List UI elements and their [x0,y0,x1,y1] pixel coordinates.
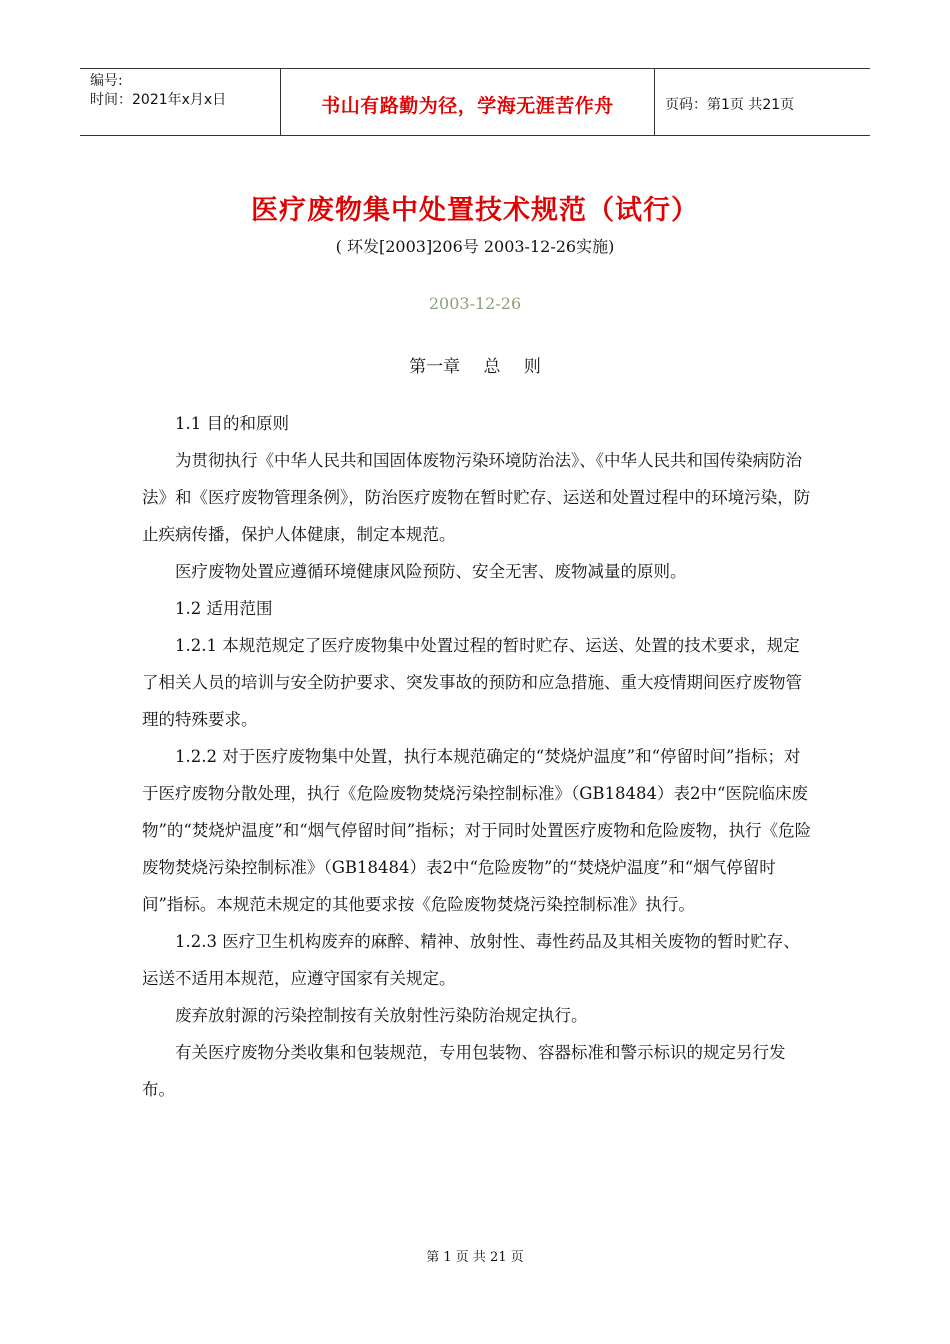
document-title: 医疗废物集中处置技术规范（试行） [251,195,699,226]
document-date: 2003-12-26 [428,294,522,313]
document-number-label: 编号: [90,73,123,89]
paragraph: 医疗废物处置应遵循环境健康风险预防、安全无害、废物减量的原则。 [175,562,687,581]
header-page-info: 页码：第1页 共21页 [665,97,795,113]
document-time: 时间：2021年x月x日 [90,92,227,108]
page-footer: 第 1 页 共 21 页 [426,1250,524,1265]
header-slogan: 书山有路勤为径，学海无涯苦作舟 [281,69,655,135]
paragraph: 为贯彻执行《中华人民共和国固体废物污染环境防治法》、《中华人民共和国传染病防治法》和《医疗废物管理条例》，防治医疗废物在暂时贮存、运送和处置过程中的环境污染，防止疾病传播，保护人体健康，制定本规范。 [142,451,811,544]
section-heading: 1.1 目的和原则 [175,414,289,433]
page-header [80,68,870,136]
chapter-heading: 第一章 总 则 [409,357,541,377]
paragraph: 废弃放射源的污染控制按有关放射性污染防治规定执行。 [175,1006,588,1025]
document-body [142,405,812,1108]
document-subtitle: ( 环发[2003]206号 2003-12-26实施) [335,237,615,256]
paragraph: 1.2.3 医疗卫生机构废弃的麻醉、精神、放射性、毒性药品及其相关废物的暂时贮存、运送不适用本规范，应遵守国家有关规定。 [142,932,800,988]
paragraph: 1.2.1 本规范规定了医疗废物集中处置过程的暂时贮存、运送、处置的技术要求，规定了相关人员的培训与安全防护要求、突发事故的预防和应急措施、重大疫情期间医疗废物管理的特殊要求。 [142,636,802,729]
paragraph: 有关医疗废物分类收集和包装规范，专用包装物、容器标准和警示标识的规定另行发布。 [142,1043,786,1099]
section-heading: 1.2 适用范围 [175,599,273,618]
paragraph: 1.2.2 对于医疗废物集中处置，执行本规范确定的“焚烧炉温度”和“停留时间”指标；对于医疗废物分散处理，执行《危险废物焚烧污染控制标准》（GB18484）表2中“医院临床废物”的“焚烧炉温度”和“烟气停留时间”指标；对于同时处置医疗废物和危险废物，执行《危险废物焚烧污染控制标准》（GB18484）表2中“危险废物”的“焚烧炉温度”和“烟气停留时间”指标。本规范未规定的其他要求按《危险废物焚烧污染控制标准》执行。 [142,747,812,914]
header-meta [80,69,281,135]
